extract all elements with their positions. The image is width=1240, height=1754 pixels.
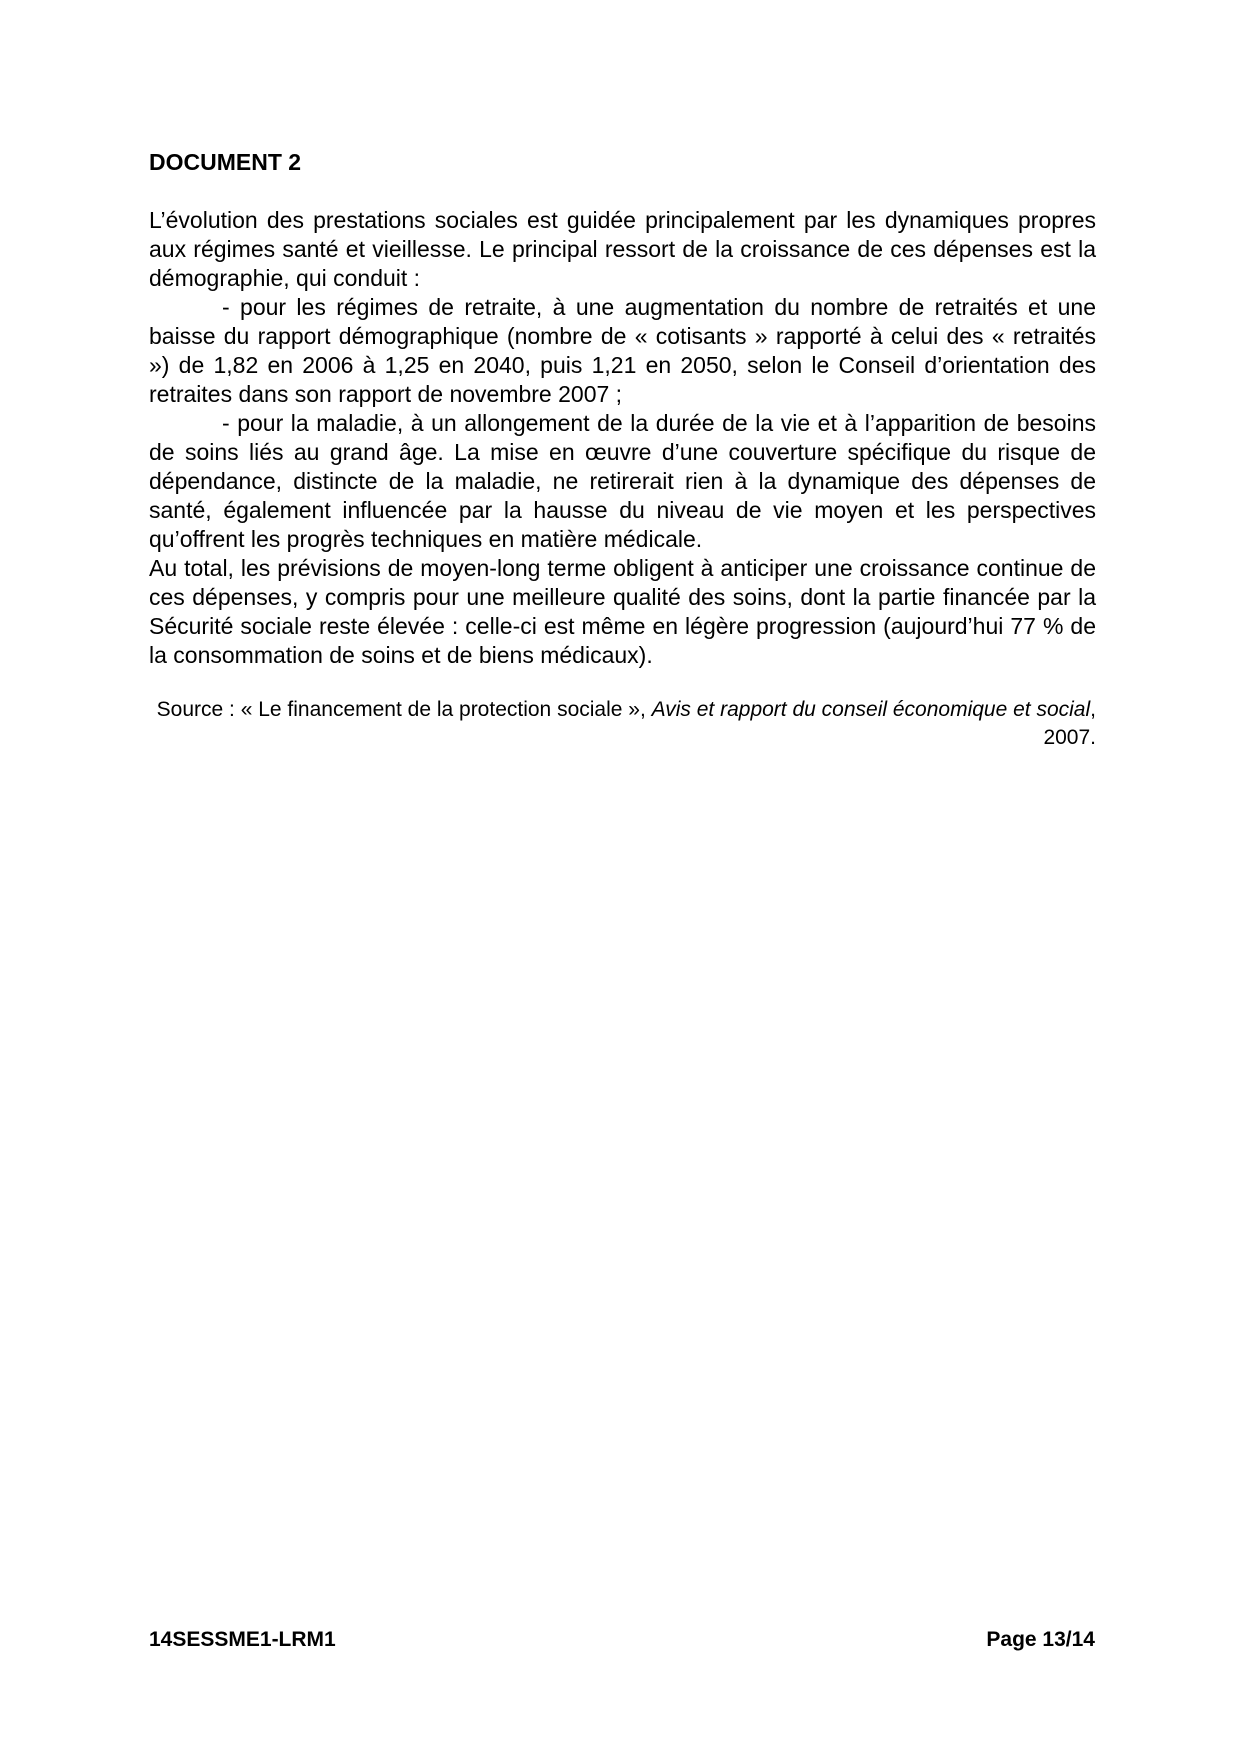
- conclusion-paragraph: Au total, les prévisions de moyen-long terme obligent à anticiper une croissance continue de ces dépenses, y compris pour une meilleure qualité des soins, dont la partie financée par la Sécurité sociale reste élevée : celle-ci est même en légère progression (aujourd’hui 77 % de la consommation de soins et de biens médicaux).: [149, 555, 1096, 668]
- source-year: , 2007.: [1043, 698, 1096, 749]
- bullet-maladie: - pour la maladie, à un allongement de la durée de la vie et à l’apparition de besoins de soins liés au grand âge. La mise en œuvre d’une couverture spécifique du risque de dépendance, distincte de la maladie, ne retirerait rien à la dynamique des dépenses de santé, également influencée par la hausse du niveau de vie moyen et les perspectives qu’offrent les progrès techniques en matière médicale.: [149, 410, 1096, 552]
- bullet-retraite: - pour les régimes de retraite, à une augmentation du nombre de retraités et une baisse du rapport démographique (nombre de « cotisants » rapporté à celui des « retraités ») de 1,82 en 2006 à 1,25 en 2040, puis 1,21 en 2050, selon le Conseil d’orientation des retraites dans son rapport de novembre 2007 ;: [149, 294, 1096, 407]
- source-citation: [149, 696, 1096, 752]
- document-body: [149, 206, 1096, 670]
- intro-paragraph: L’évolution des prestations sociales est guidée principalement par les dynamiques propres aux régimes santé et vieillesse. Le principal ressort de la croissance de ces dépenses est la démographie, qui conduit :: [149, 207, 1096, 291]
- document-title: DOCUMENT 2: [149, 149, 302, 175]
- page-number: Page 13/14: [986, 1628, 1095, 1651]
- source-publication: Avis et rapport du conseil économique et social: [651, 698, 1091, 721]
- footer-code: 14SESSME1-LRM1: [149, 1628, 336, 1651]
- source-prefix: Source : « Le financement de la protection sociale »,: [156, 698, 652, 721]
